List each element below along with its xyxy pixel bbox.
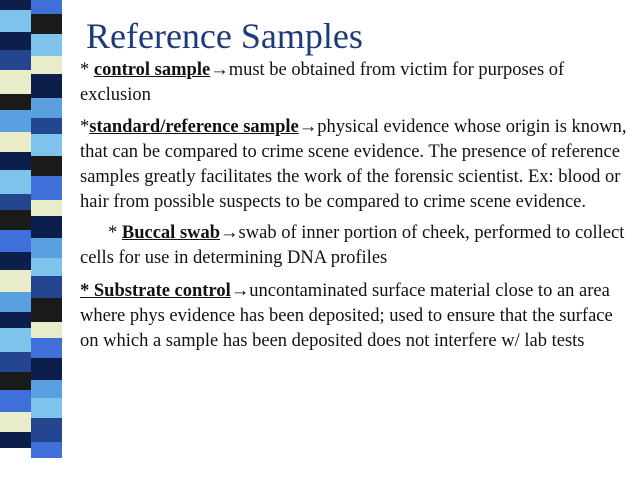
stripe-segment xyxy=(31,418,62,442)
stripe-segment xyxy=(0,170,31,194)
arrow-icon: → xyxy=(298,117,318,137)
stripe-segment xyxy=(0,10,31,32)
stripe-segment xyxy=(0,412,31,432)
stripe-segment xyxy=(0,0,31,10)
stripe-segment xyxy=(31,98,62,118)
bullet-marker: * xyxy=(80,60,94,80)
stripe-segment xyxy=(31,0,62,14)
stripe-segment xyxy=(0,352,31,372)
stripe-segment xyxy=(31,258,62,276)
paragraph-control-sample xyxy=(80,58,630,108)
term-substrate-control: Substrate control xyxy=(93,281,231,301)
stripe-segment xyxy=(31,298,62,322)
slide-body xyxy=(80,58,630,363)
arrow-icon: → xyxy=(230,281,250,301)
stripe-segment xyxy=(0,432,31,448)
stripe-segment xyxy=(31,176,62,200)
stripe-segment xyxy=(31,14,62,34)
stripe-segment xyxy=(0,230,31,252)
stripe-segment xyxy=(0,292,31,312)
stripe-segment xyxy=(31,156,62,176)
term-buccal-swab: Buccal swab xyxy=(121,223,221,243)
stripe-segment xyxy=(0,132,31,152)
stripe-segment xyxy=(0,94,31,110)
stripe-segment xyxy=(0,50,31,70)
stripe-segment xyxy=(0,328,31,352)
definition-text: physical evidence whose origin is known, that can be compared to crime scene evidence. The presence of reference samples greatly facilitates the work of the forensic scientist. Ex: blood or hair from possible suspects to be compared to crime scene evidence. xyxy=(80,117,627,212)
term-control-sample: control sample xyxy=(93,60,211,80)
stripe-segment xyxy=(0,110,31,132)
slide-title: Reference Samples xyxy=(86,16,363,56)
decorative-stripe-bar xyxy=(0,0,62,478)
stripe-segment xyxy=(31,200,62,216)
stripe-segment xyxy=(31,56,62,74)
stripe-segment xyxy=(31,34,62,56)
stripe-segment xyxy=(31,322,62,338)
term-standard-reference-sample: standard/reference sample xyxy=(89,117,299,137)
paragraph-buccal-swab xyxy=(80,221,630,271)
stripe-column-right xyxy=(31,0,62,478)
stripe-segment xyxy=(0,270,31,292)
stripe-segment xyxy=(31,338,62,358)
arrow-icon: → xyxy=(220,223,239,243)
definition-text: must be obtained from victim for purposes of exclusion xyxy=(80,60,565,105)
stripe-segment xyxy=(0,70,31,94)
stripe-segment xyxy=(31,380,62,398)
stripe-segment xyxy=(0,372,31,390)
definition-text: uncontaminated surface material close to an area where phys evidence has been deposited; used to ensure that the surface on which a sample has been deposited does not interfere w/ lab tests xyxy=(80,281,613,351)
paragraph-substrate-control xyxy=(80,279,630,354)
stripe-segment xyxy=(31,134,62,156)
arrow-icon: → xyxy=(210,60,229,80)
paragraph-standard-reference-sample xyxy=(80,115,630,215)
stripe-segment xyxy=(0,210,31,230)
stripe-segment xyxy=(0,252,31,270)
stripe-segment xyxy=(0,152,31,170)
stripe-segment xyxy=(31,276,62,298)
bullet-marker: * xyxy=(80,117,90,137)
stripe-segment xyxy=(0,390,31,412)
stripe-segment xyxy=(31,358,62,380)
bullet-marker: * xyxy=(108,223,122,243)
stripe-segment xyxy=(31,216,62,238)
stripe-segment xyxy=(31,398,62,418)
definition-text: swab of inner portion of cheek, performed to collect cells for use in determining DNA profiles xyxy=(80,223,625,268)
stripe-segment xyxy=(31,238,62,258)
bullet-marker: * xyxy=(80,281,94,301)
stripe-segment xyxy=(0,312,31,328)
stripe-segment xyxy=(31,74,62,98)
stripe-segment xyxy=(31,442,62,458)
stripe-segment xyxy=(0,194,31,210)
stripe-segment xyxy=(31,118,62,134)
stripe-segment xyxy=(0,32,31,50)
stripe-column-left xyxy=(0,0,31,478)
